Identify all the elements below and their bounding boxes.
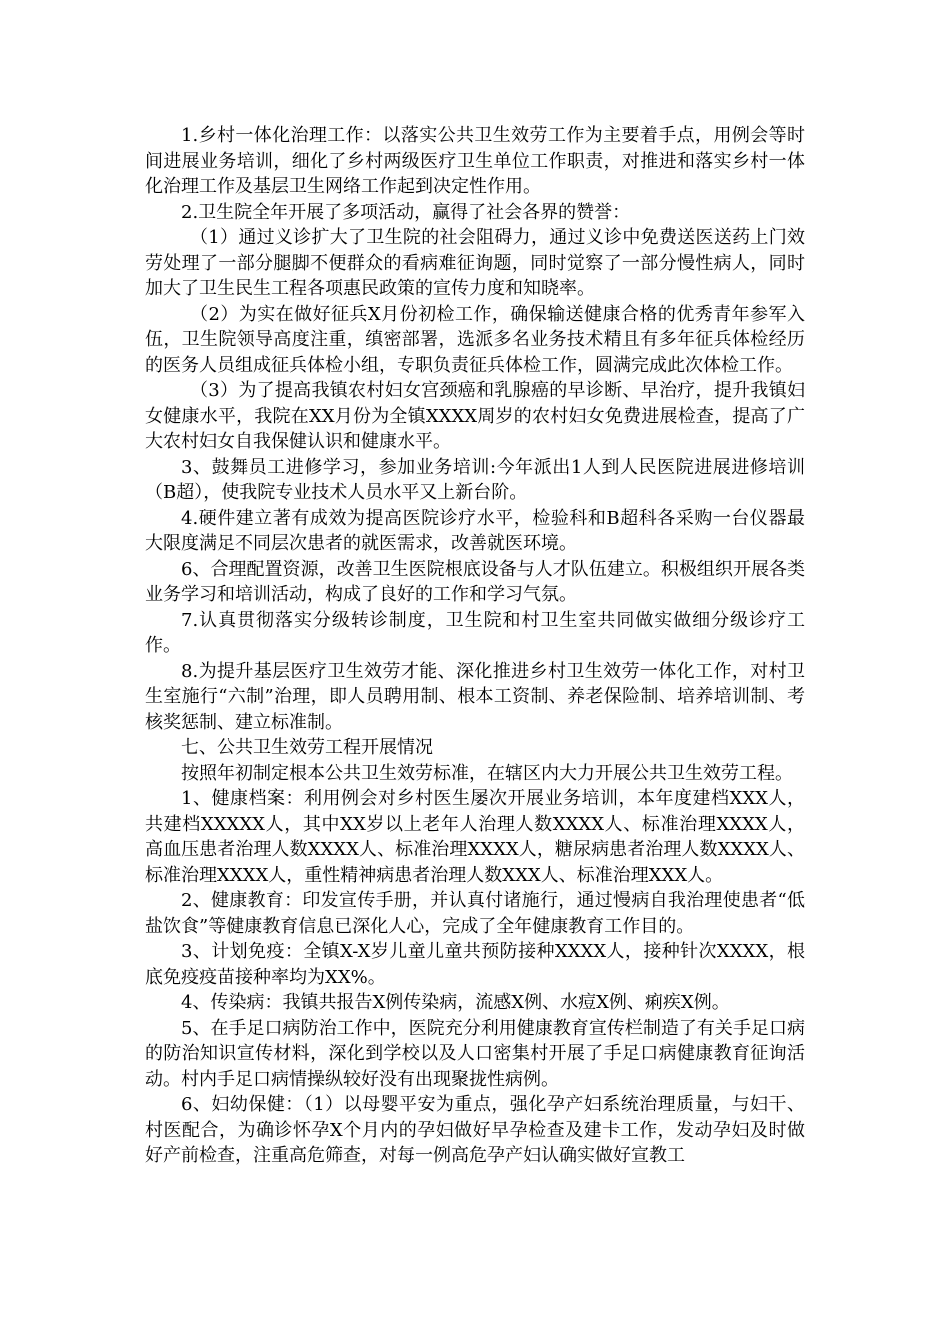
paragraph-six-systems: 8.为提升基层医疗卫生效劳才能、深化推进乡村卫生效劳一体化工作，对村卫生室施行“六制”治理，即人员聘用制、根本工资制、养老保险制、培养培训制、考核奖惩制、建立标准制。	[145, 660, 805, 733]
paragraph-staff-training: 3、鼓舞员工进修学习，参加业务培训:今年派出1人到人民医院进展进修培训（B超），使我院专业技术人员水平又上新台阶。	[145, 456, 805, 503]
paragraph-hardware: 4.硬件建立著有成效为提高医院诊疗水平，检验科和B超科各采购一台仪器最大限度满足不同层次患者的就医需求，改善就医环境。	[145, 507, 805, 554]
document-body	[145, 123, 805, 1169]
paragraph-free-clinic: （1）通过义诊扩大了卫生院的社会阻碍力，通过义诊中免费送医送药上门效劳处理了一部分腿脚不便群众的看病难征询题，同时觉察了一部分慢性病人，同时加大了卫生民生工程各项惠民政策的宣传力度和知晓率。	[145, 227, 805, 299]
paragraph-maternal-child: 6、妇幼保健：（1）以母婴平安为重点，强化孕产妇系统治理质量，与妇干、村医配合，为确诊怀孕X个月内的孕妇做好早孕检查及建卡工作，发动孕妇及时做好产前检查，注重高危筛查，对每一例高危孕产妇认确实做好宣教工	[145, 1094, 805, 1166]
paragraph-women-screening: （3）为了提高我镇农村妇女宫颈癌和乳腺癌的早诊断、早治疗，提升我镇妇女健康水平，我院在XX月份为全镇XXXX周岁的农村妇女免费进展检查，提高了广大农村妇女自我保健认识和健康水平。	[145, 380, 805, 452]
section-heading-public-health: 七、公共卫生效劳工程开展情况	[181, 737, 433, 758]
paragraph-resource-allocation: 6、合理配置资源，改善卫生医院根底设备与人才队伍建立。积极组织开展各类业务学习和培训活动，构成了良好的工作和学习气氛。	[145, 558, 805, 605]
paragraph-health-records: 1、健康档案：利用例会对乡村医生屡次开展业务培训，本年度建档XXX人，共建档XXXXX人，其中XX岁以上老年人治理人数XXXX人、标准治理XXXX人，高血压患者治理人数XXXX人、标准治理XXXX人，糖尿病患者治理人数XXXX人、标准治理XXXX人，重性精神病患者治理人数XXX人、标准治理XXX人。	[145, 788, 805, 886]
paragraph-village-integration: 1.乡村一体化治理工作：以落实公共卫生效劳工作为主要着手点，用例会等时间进展业务培训，细化了乡村两级医疗卫生单位工作职责，对推进和落实乡村一体化治理工作及基层卫生网络工作起到决定性作用。	[145, 125, 805, 197]
paragraph-conscription-exam: （2）为实在做好征兵X月份初检工作，确保输送健康合格的优秀青年参军入伍，卫生院领导高度注重，缜密部署，选派多名业务技术精且有多年征兵体检经历的医务人员组成征兵体检小组，专职负责征兵体检工作，圆满完成此次体检工作。	[145, 303, 805, 376]
paragraph-referral-system: 7.认真贯彻落实分级转诊制度，卫生院和村卫生室共同做实做细分级诊疗工作。	[145, 609, 805, 656]
paragraph-hfmd: 5、在手足口病防治工作中，医院充分利用健康教育宣传栏制造了有关手足口病的防治知识宣传材料，深化到学校以及人口密集村开展了手足口病健康教育征询活动。村内手足口病情操纵较好没有出现聚拢性病例。	[145, 1017, 805, 1090]
paragraph-immunization: 3、计划免疫：全镇X-X岁儿童儿童共预防接种XXXX人，接种针次XXXX，根底免疫疫苗接种率均为XX%。	[145, 941, 805, 988]
paragraph-infectious-disease: 4、传染病：我镇共报告X例传染病，流感X例、水痘X例、痢疾X例。	[181, 992, 730, 1013]
paragraph-public-health-intro: 按照年初制定根本公共卫生效劳标准，在辖区内大力开展公共卫生效劳工程。	[181, 762, 793, 784]
paragraph-hospital-activities: 2.卫生院全年开展了多项活动，赢得了社会各界的赞誉：	[181, 201, 631, 223]
paragraph-health-education: 2、健康教育：印发宣传手册，并认真付诸施行，通过慢病自我治理使患者“低盐饮食”等健康教育信息已深化人心，完成了全年健康教育工作目的。	[145, 890, 805, 937]
